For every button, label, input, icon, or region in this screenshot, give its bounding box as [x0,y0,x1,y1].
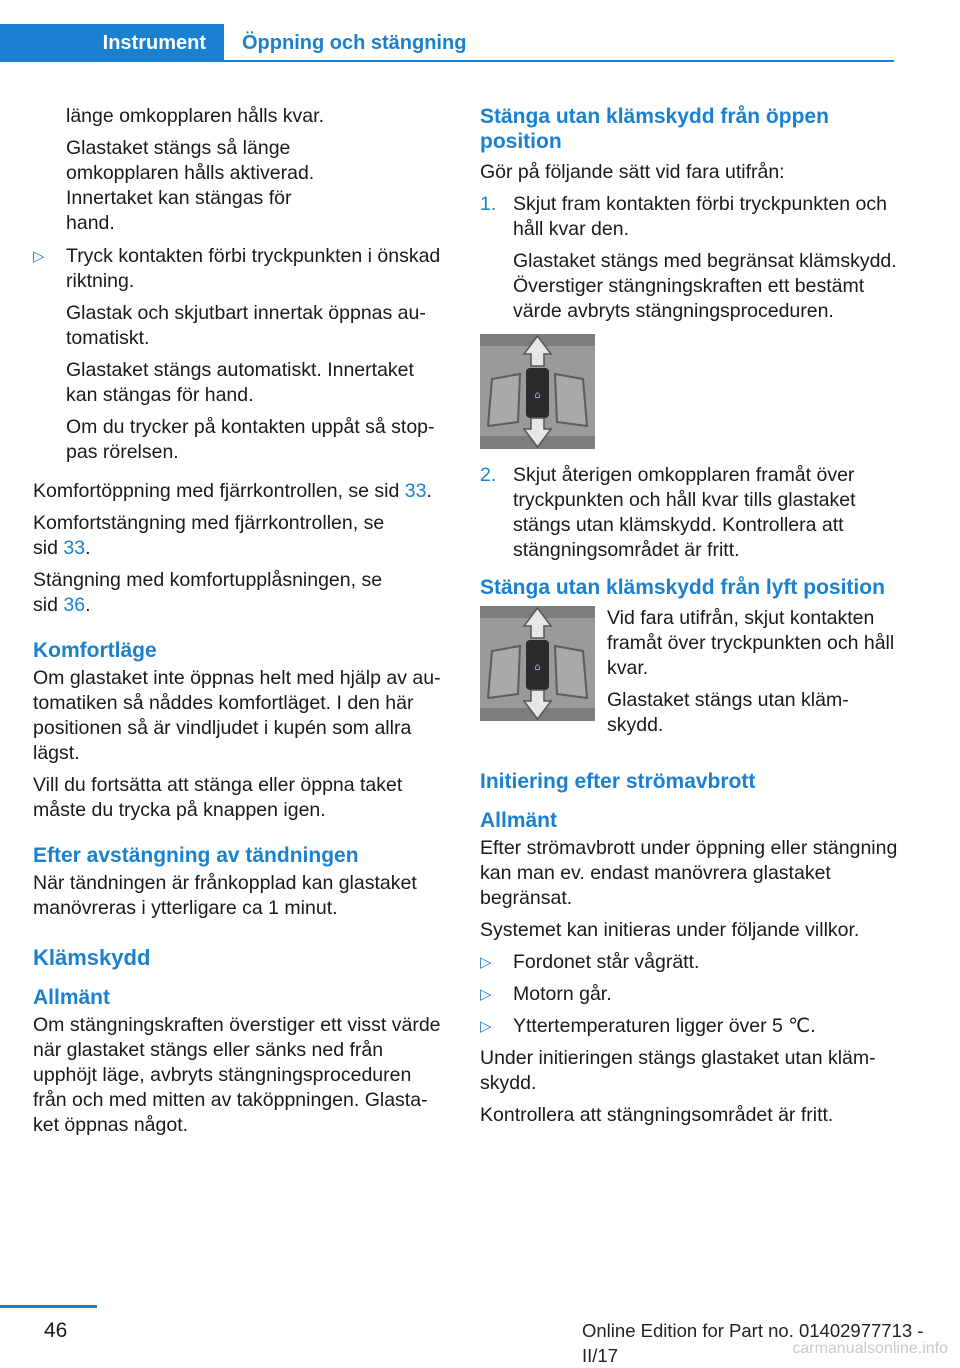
paragraph: Systemet kan initieras under följande villkor. [480,919,860,941]
right-column [480,104,898,1135]
paragraph: Vill du fortsätta att stänga eller öppna taket måste du trycka på knappen igen. [33,774,403,821]
list-item [480,192,898,324]
list-item [480,463,898,563]
triangle-bullet-icon: ▷ [480,986,492,1003]
ref-paragraph: Stängning med komfortupplåsningen, se sid 36. [33,569,383,616]
section-heading: Klämskydd [33,945,151,970]
roof-switch-illustration [480,334,595,449]
left-column [33,104,445,1145]
paragraph: Om glastaket inte öppnas helt med hjälp av automatiken så nåddes komfortläget. I den här positionen så är vindljudet i kupén som allra lägst. [33,667,441,764]
footer-divider [0,1305,97,1308]
svg-text:⌂: ⌂ [534,390,541,401]
list-item: ▷ Yttertemperaturen ligger över 5 ℃. [480,1015,816,1037]
subsection-heading: Allmänt [480,809,558,832]
step-text: Skjut återigen omkopplaren framåt över tryckpunkten och håll kvar tills glastaket stängs utan klämskydd. Kontrollera att stängningsområdet är fritt. [513,464,856,561]
ref-paragraph: Komfortstängning med fjärrkontrollen, se sid 33. [33,512,385,559]
paragraph: länge omkopplaren hålls kvar. [66,105,324,127]
step-number: 2. [480,464,497,486]
list-item: ▷ Fordonet står vågrätt. [480,951,700,973]
watermark: carmanualsonline.info [792,1340,948,1357]
paragraph: När tändningen är frånkopplad kan glastaket manövreras i ytterligare ca 1 minut. [33,872,417,919]
paragraph: Kontrollera att stängningsområdet är fritt. [480,1104,834,1126]
tab-instrument[interactable]: Instrument [0,24,224,62]
roof-switch-illustration [480,606,595,721]
subsection-heading: Allmänt [33,986,111,1009]
list-item: ▷ Motorn går. [480,983,612,1005]
paragraph: Glastaket stängs utan klämskydd. [607,689,849,736]
bullet-sub: Glastak och skjutbart innertak öppnas automatiskt. [66,302,426,349]
step-number: 1. [480,193,497,215]
page-number: 46 [44,1319,68,1342]
section-heading: Initiering efter strömavbrott [480,770,756,793]
lyft-section [480,606,898,745]
paragraph: Om stängningskraften överstiger ett visst värde när glastaket stängs eller sänks ned från upphöjt läge, avbryts stängningsproceduren från och med mitten av taköppningen. Glastaket öppnas något. [33,1014,441,1136]
bullet-sub: Om du trycker på kontakten uppåt så stoppas rörelsen. [66,416,435,463]
switch-image-1 [480,334,898,449]
paragraph: Gör på följande sätt vid fara utifrån: [480,161,785,183]
section-heading: Efter avstängning av tändningen [33,844,359,867]
svg-text:⌂: ⌂ [534,662,541,673]
paragraph: Glastaket stängs så länge omkopplaren hålls aktiverad. Innertaket kan stängas för hand. [66,137,315,234]
list-item [33,244,445,465]
bullet-sub: Glastaket stängs automatiskt. Innertaket kan stängas för hand. [66,359,414,406]
paragraph: Efter strömavbrott under öppning eller stängning kan man ev. endast manövrera glastaket begränsat. [480,837,898,909]
header-bar [0,24,894,62]
header-divider [224,60,894,62]
section-heading: Stänga utan klämskydd från öppen position [480,105,829,153]
paragraph: Under initieringen stängs glastaket utan klämskydd. [480,1047,876,1094]
edition-text: Online Edition for Part no. 01402977713 - II/17 [582,1320,924,1366]
section-heading: Komfortläge [33,639,157,662]
tab-opening-closing[interactable]: Öppning och stängning [242,31,467,54]
step-text: Skjut fram kontakten förbi tryckpunkten och håll kvar den. [513,193,887,240]
section-heading: Stänga utan klämskydd från lyft position [480,576,885,599]
step-sub: Glastaket stängs med begränsat klämskydd. Överstiger stängningskraften ett bestämt värde avbryts stängningsproceduren. [513,250,897,322]
paragraph: Vid fara utifrån, skjut kontakten framåt över tryckpunkten och håll kvar. [607,607,895,679]
triangle-bullet-icon: ▷ [480,1018,492,1035]
triangle-bullet-icon: ▷ [33,248,45,265]
ref-paragraph: Komfortöppning med fjärrkontrollen, se sid 33. [33,480,432,502]
page-link[interactable]: 33 [404,480,427,502]
page-link[interactable]: 36 [63,594,86,616]
triangle-bullet-icon: ▷ [480,954,492,971]
bullet-text: Tryck kontakten förbi tryckpunkten i önskad riktning. [66,245,441,292]
page-link[interactable]: 33 [63,537,86,559]
lyft-text [607,606,898,745]
